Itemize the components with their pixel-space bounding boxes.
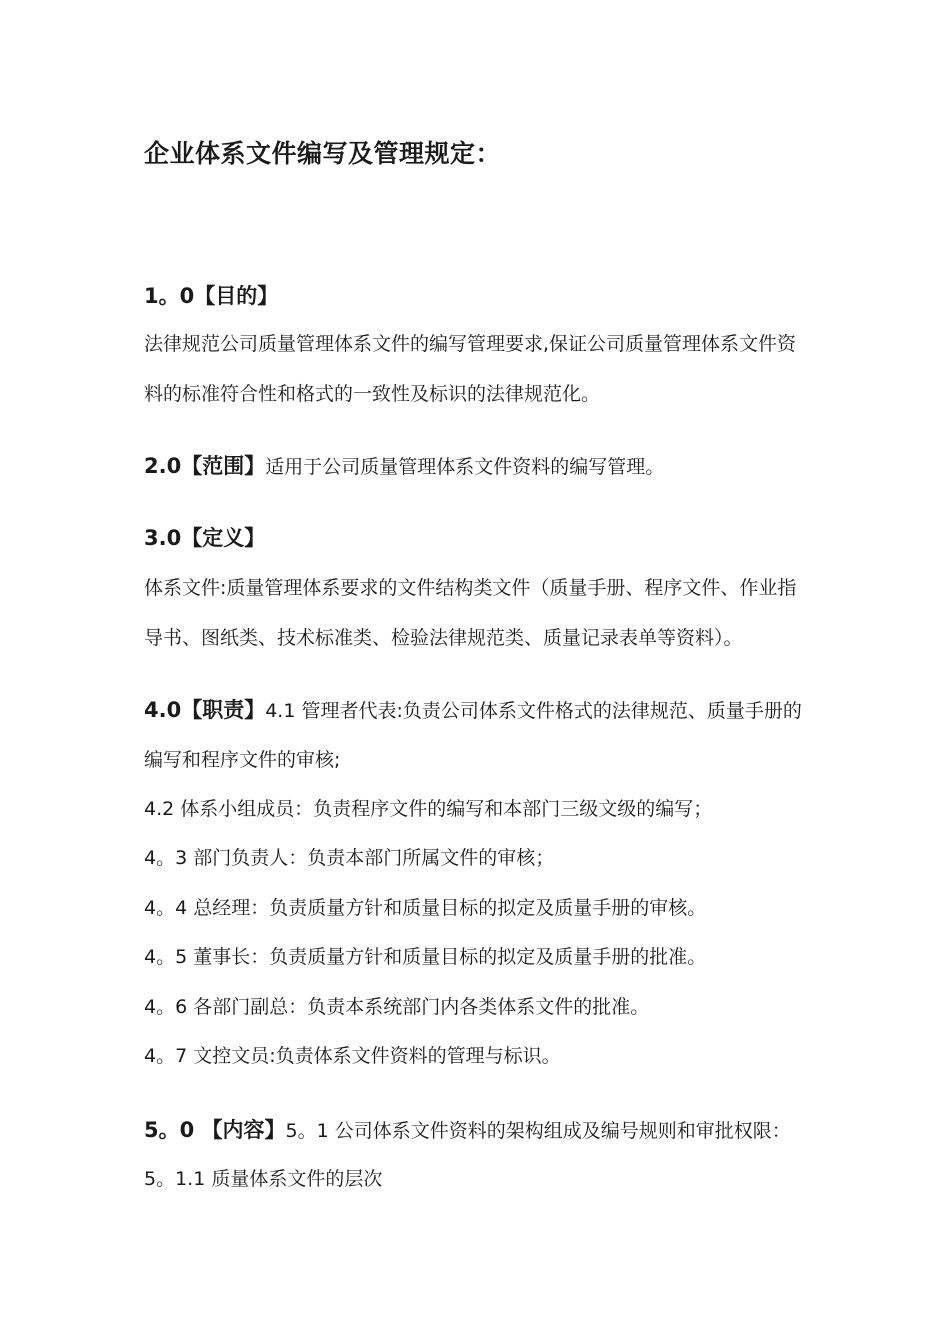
section-purpose-text-line1: 法律规范公司质量管理体系文件的编写管理要求,保证公司质量管理体系文件资 — [144, 333, 797, 355]
duty-item-4-4: 4。4 总经理：负责质量方针和质量目标的拟定及质量手册的审核。 — [144, 897, 707, 919]
section-duties-text-line1: 4.1 管理者代表:负责公司体系文件格式的法律规范、质量手册的 — [265, 700, 802, 722]
duty-item-4-5: 4。5 董事长：负责质量方针和质量目标的拟定及质量手册的批准。 — [144, 946, 707, 968]
content-item-5-1-1: 5。1.1 质量体系文件的层次 — [144, 1168, 383, 1190]
duty-item-4-7: 4。7 文控文员:负责体系文件资料的管理与标识。 — [144, 1045, 561, 1067]
section-content-heading: 5。0 【内容】 — [144, 1118, 286, 1142]
duty-item-4-6: 4。6 各部门副总：负责本系统部门内各类体系文件的批准。 — [144, 996, 650, 1018]
section-duties-text-line2: 编写和程序文件的审核; — [144, 749, 341, 771]
section-purpose-heading: 1。0【目的】 — [144, 284, 279, 308]
section-definition-text-line2: 导书、图纸类、技术标准类、检验法律规范类、质量记录表单等资料）。 — [144, 627, 743, 649]
section-definition-text-line1: 体系文件:质量管理体系要求的文件结构类文件（质量手册、程序文件、作业指 — [144, 577, 797, 599]
section-duties-heading: 4.0【职责】 — [144, 698, 266, 722]
section-duties — [144, 697, 802, 724]
section-definition-heading: 3.0【定义】 — [144, 526, 266, 550]
duty-item-4-3: 4。3 部门负责人：负责本部门所属文件的审核； — [144, 847, 555, 869]
section-scope-text: 适用于公司质量管理体系文件资料的编写管理。 — [265, 456, 665, 478]
section-purpose-text-line2: 料的标准符合性和格式的一致性及标识的法律规范化。 — [144, 383, 601, 405]
duty-item-4-2: 4.2 体系小组成员：负责程序文件的编写和本部门三级文级的编写； — [144, 798, 713, 820]
section-scope-heading: 2.0【范围】 — [144, 454, 266, 478]
document-title: 企业体系文件编写及管理规定： — [144, 139, 502, 168]
section-scope — [144, 453, 664, 480]
section-content — [144, 1117, 791, 1144]
section-content-text-line1: 5。1 公司体系文件资料的架构组成及编号规则和审批权限： — [285, 1120, 791, 1142]
